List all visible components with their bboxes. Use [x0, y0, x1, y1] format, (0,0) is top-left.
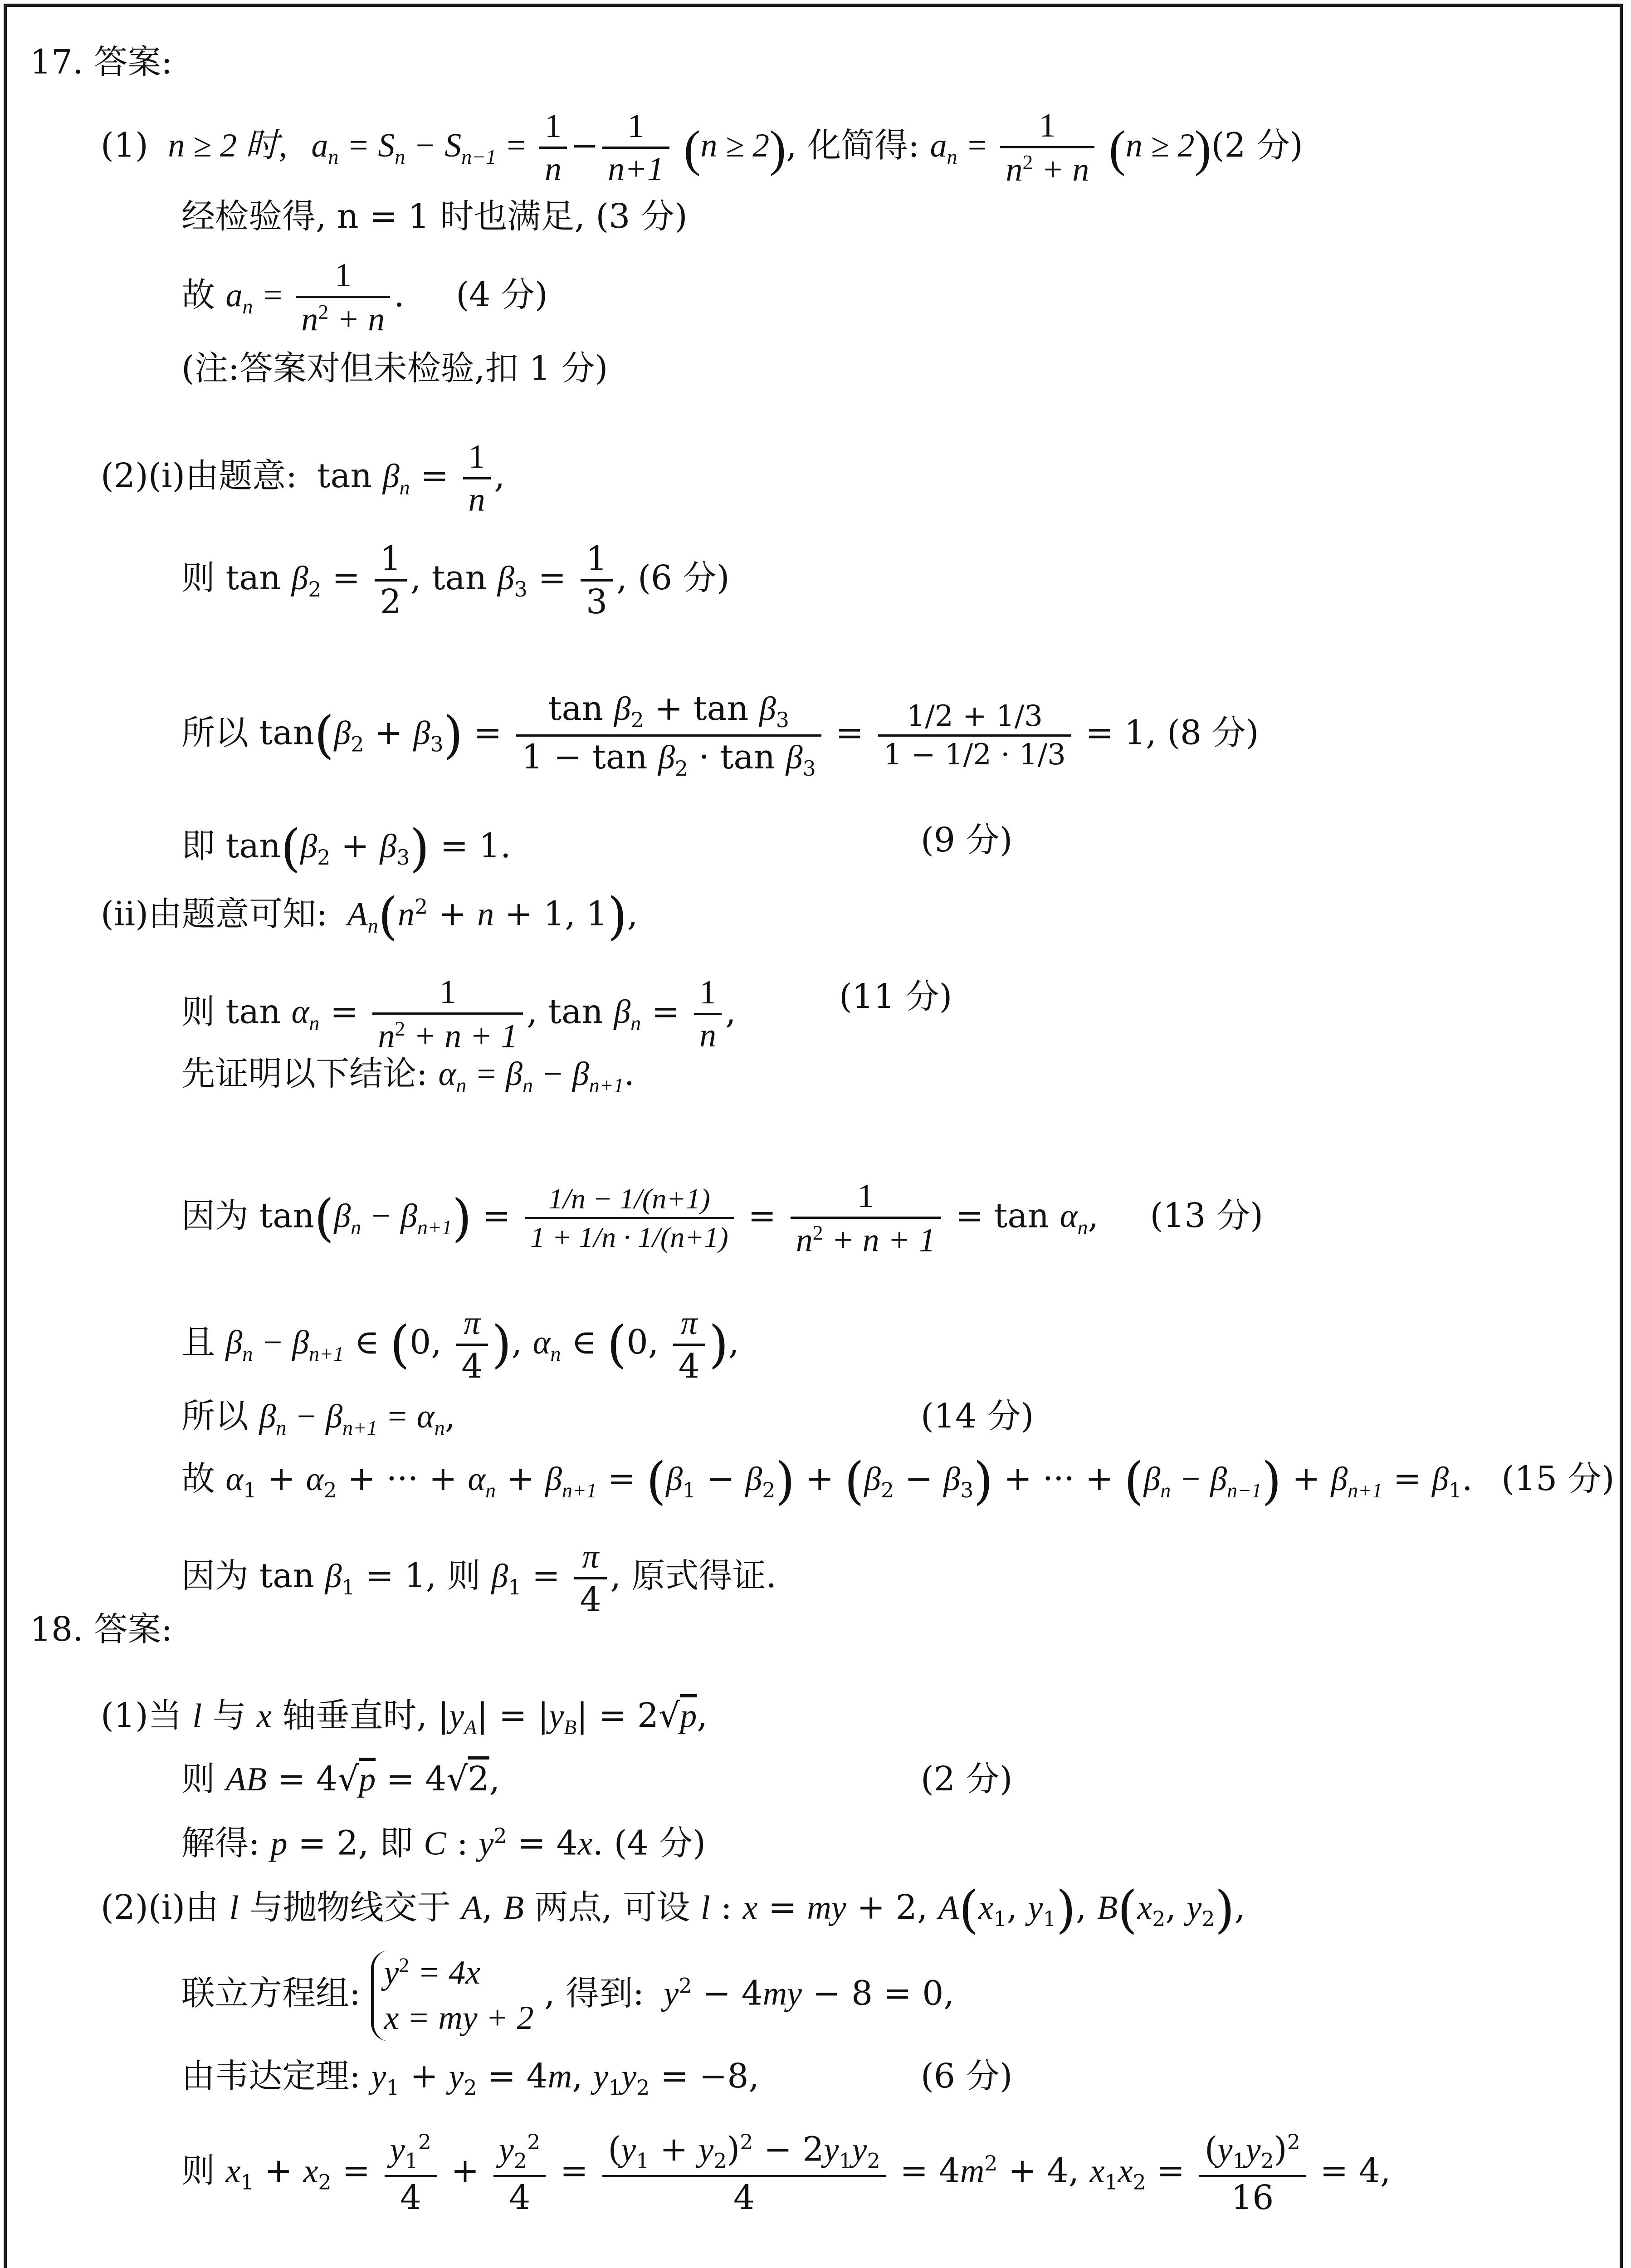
score-11: (11 分): [839, 977, 952, 1016]
q18-part1-line1: (1)当 l 与 x 轴垂直时, $|y_A| = |y_B| = 2√p$,: [101, 1696, 708, 1739]
q17-part2ii-line6: 所以 $\beta_n - \beta_{n+1} = \alpha_n$,: [181, 1397, 456, 1439]
score-2b: (2 分): [921, 1760, 1013, 1799]
score-15: (15 分): [1501, 1459, 1615, 1498]
score-9: (9 分): [921, 821, 1013, 860]
q17-part2ii-line2: 则 $\tan \alpha_n$ = $\frac{1}{n^2 + n + 1}$ , $\tan \beta_n$ = $\frac{1}{n}$ ,: [181, 973, 736, 1055]
q17-part2ii-line3: 先证明以下结论: $\alpha_n = \beta_n - \beta_{n+1}$.: [181, 1054, 635, 1097]
q17-part2ii-line5: 且 $\beta_n - \beta_{n+1}$ ∈ (0, $\frac{\pi}{4}$ ), $\alpha_n$ ∈ (0, $\frac{\pi}{4}$ ),: [181, 1305, 739, 1386]
q17-part2ii-line1: (ii)由题意可知: $A_n(n^2 + n + 1$, 1),: [101, 887, 638, 946]
q18-part1-line3: 解得: p = 2, 即 C : $y^2 = 4x$. (4 分): [181, 1823, 706, 1863]
q18-part2-line4: 则 $x_1 + x_2$ = $\frac{y_1^2}{4}$ + $\frac{y_2^2}{4}$ = $\frac{(y_1 + y_2)^2 - 2y_1y_2}{4}$ = $4m^2 + 4$, $x_1x_2$ = $\frac{(y_1y_2)^2}{16}$ = 4,: [181, 2130, 1391, 2218]
score-8: , (8 分): [1146, 713, 1259, 753]
q17-part2i-line1: (2)(i)由题意: $\tan \beta_n$ = $\frac{1}{n}$ ,: [101, 438, 505, 518]
score-2: (2 分): [1211, 126, 1303, 165]
q18-part1-line2: 则 AB = 4√p = 4√2,: [181, 1760, 500, 1799]
score-4b: . (4 分): [592, 1823, 706, 1863]
q18-part2-line3: 由韦达定理: $y_1 + y_2 = 4m$, $y_1y_2 = -8$,: [181, 2057, 760, 2100]
q17-part2i-line4: 即 $\tan(\beta_2 + \beta_3) = 1$.: [181, 819, 511, 878]
score-6b: (6 分): [921, 2057, 1013, 2096]
q17-part1-line2: 经检验得, n = 1 时也满足, (3 分): [181, 197, 688, 236]
q17-part2i-line2: 则 $\tan \beta_2$ = $\frac{1}{2}$ , $\tan \beta_3$ = $\frac{1}{3}$ , (6 分): [181, 539, 730, 621]
q18-part2-line2: 联立方程组: $y^2 = 4x$ x = my + 2 , 得到: $y^2 - 4my - 8 = 0$,: [181, 1950, 954, 2041]
score-4: (4 分): [456, 275, 548, 315]
score-14: (14 分): [921, 1397, 1034, 1436]
q18-heading: 18. 答案:: [30, 1610, 173, 1649]
score-6: , (6 分): [616, 558, 730, 597]
q17-note: (注:答案对但未检验,扣 1 分): [181, 349, 608, 388]
simplify-label: 化简得:: [807, 126, 920, 165]
q17-part1-line1: (1) n ≥ 2 时, $a_n = S_n - S_{n-1}$ = $\frac{1}{n}$ − $\frac{1}{n+1}$ (n ≥ 2), 化简得: $a_n$ = $\frac{1}{n^2 + n}$ (n ≥ 2)(2 分): [101, 107, 1303, 189]
q17-part2ii-line8: 因为 $\tan \beta_1 = 1$, 则 $\beta_1$ = $\frac{\pi}{4}$ , 原式得证.: [181, 1538, 777, 1619]
q17-part2ii-line7: 故 $\alpha_1 + \alpha_2$ + ··· + $\alpha_n + \beta_{n+1} = (\beta_1 - \beta_2) + (\beta_2 - \beta_3)$ + ··· + $(\beta_n - \beta_{n-1}) + \beta_{n+1} = \beta_1$. (15 分): [181, 1452, 1615, 1510]
part-label: (1): [101, 126, 148, 165]
condition-text: n ≥ 2 时,: [168, 127, 287, 165]
q17-part2ii-line4: 因为 $\tan(\beta_n - \beta_{n+1})$ = $\frac{1/n - 1/(n+1)}{1 + 1/n \cdot 1/(n+1)}$ = $\frac{1}{n^2 + n + 1}$ = $\tan \alpha_n$, (13 分): [181, 1178, 1263, 1259]
score-13: (13 分): [1150, 1196, 1263, 1236]
q17-part2i-line3: 所以 $\tan(\beta_2 + \beta_3)$ = $\frac{\tan \beta_2 + \tan \beta_3}{1 - \tan \beta_2 \cdot \tan \beta_3}$ = $\frac{1/2 + 1/3}{1 - 1/2 \cdot 1/3}$ = 1, (8 分): [181, 689, 1259, 781]
q17-heading: 17. 答案:: [30, 43, 173, 82]
q18-part2-line1: (2)(i)由 l 与抛物线交于 A, B 两点, 可设 l : x = my + 2, $A(x_1$, $y_1$), $B(x_2$, $y_2$),: [101, 1881, 1245, 1939]
q17-part1-line3: 故 $a_n$ = $\frac{1}{n^2 + n}$ . (4 分): [181, 257, 548, 338]
